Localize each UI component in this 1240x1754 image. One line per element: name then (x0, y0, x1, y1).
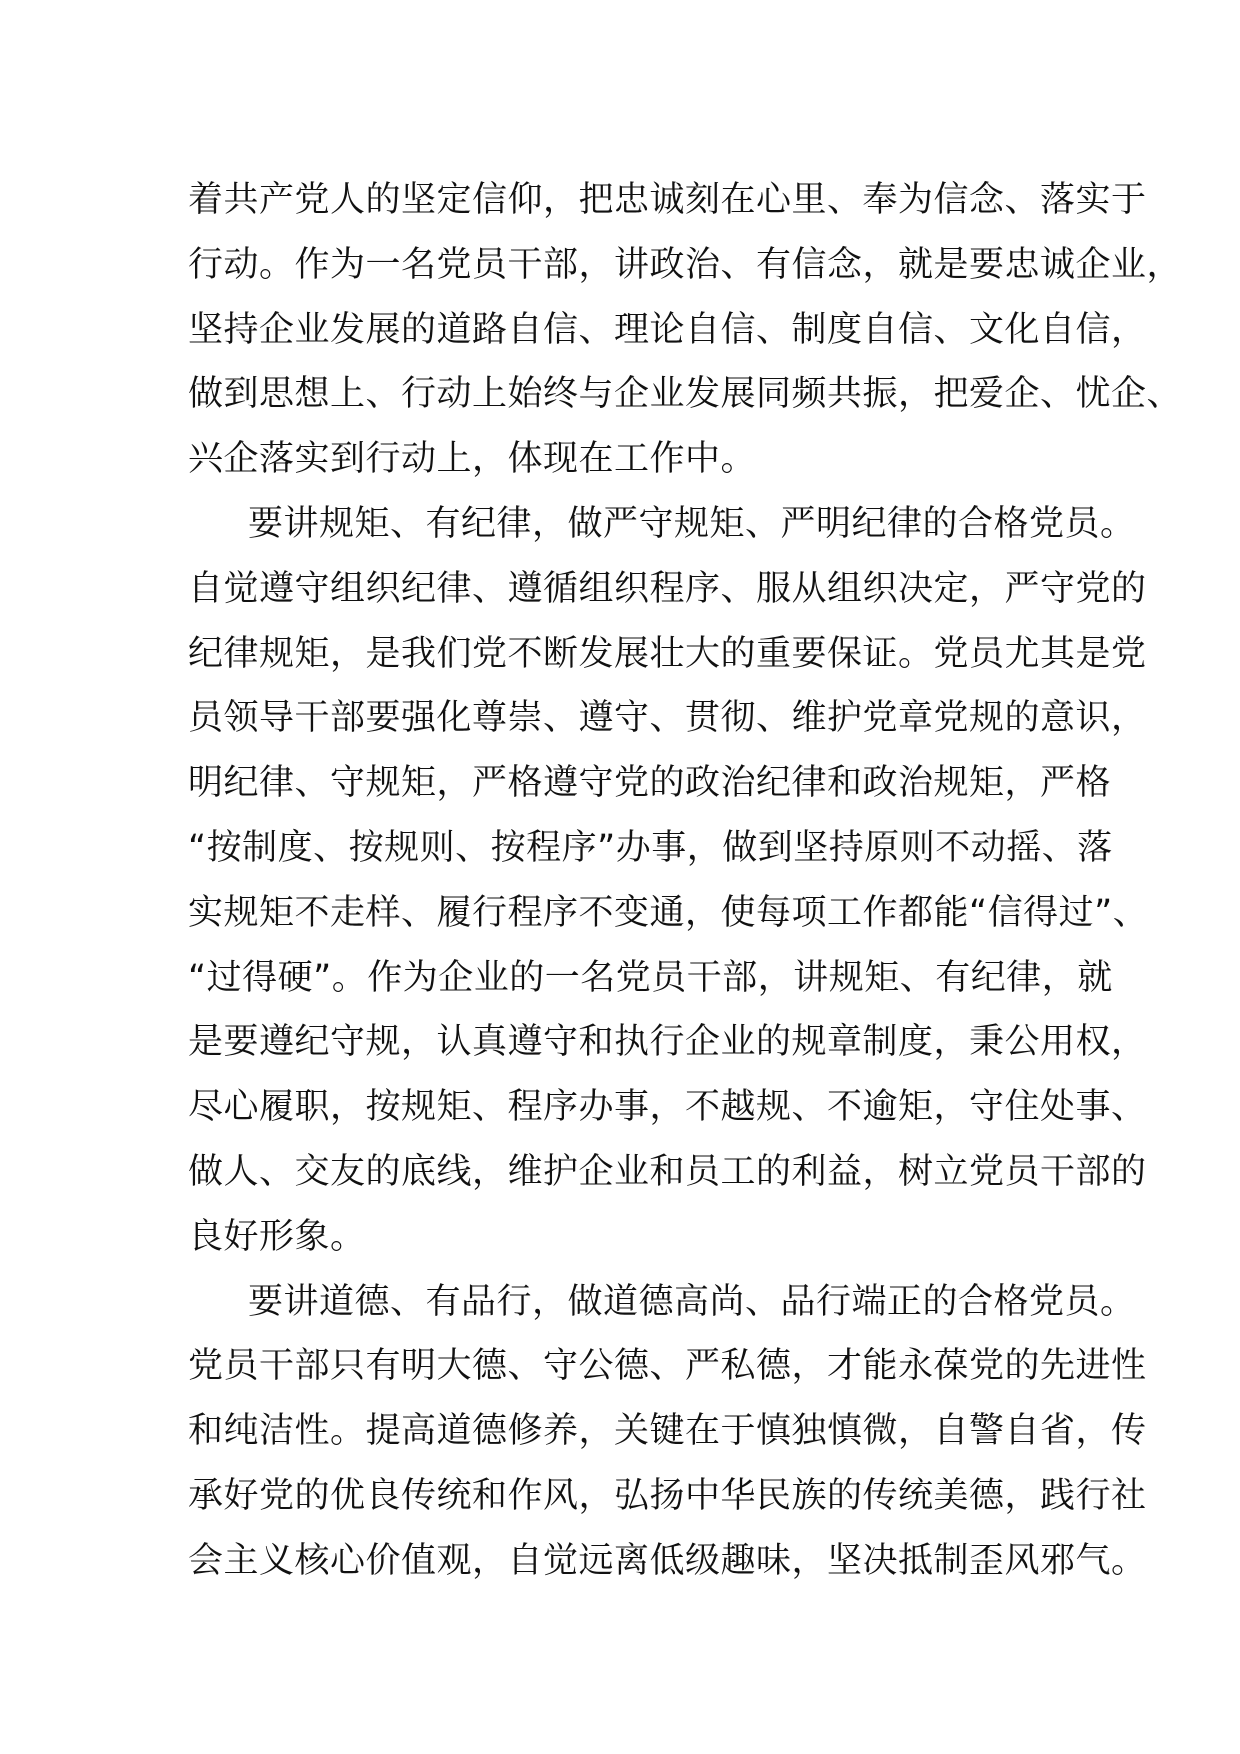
paragraph-heading-line: 要讲规矩、有纪律，做严守规矩、严明纪律的合格党员。 (248, 503, 1136, 544)
text-line: 和纯洁性。提高道德修养，关键在于慎独慎微，自警自省，传 (188, 1411, 1147, 1452)
text-line: 承好党的优良传统和作风，弘扬中华民族的传统美德，践行社 (188, 1475, 1147, 1516)
text-line: 员领导干部要强化尊崇、遵守、贯彻、维护党章党规的意识， (188, 698, 1147, 739)
text-line: 是要遵纪守规，认真遵守和执行企业的规章制度，秉公用权， (188, 1022, 1147, 1063)
text-line: 着共产党人的坚定信仰，把忠诚刻在心里、奉为信念、落实于 (188, 180, 1147, 220)
text-line: 做人、交友的底线，维护企业和员工的利益，树立党员干部的 (188, 1151, 1147, 1192)
text-line: 自觉遵守组织纪律、遵循组织程序、服从组织决定，严守党的 (188, 568, 1147, 609)
text-line: 党员干部只有明大德、守公德、严私德，才能永葆党的先进性 (188, 1346, 1147, 1387)
text-line: 会主义核心价值观，自觉远离低级趣味，坚决抵制歪风邪气。 (188, 1540, 1147, 1581)
text-line: 实规矩不走样、履行程序不变通，使每项工作都能“信得过”、 (188, 892, 1149, 933)
text-line: 做到思想上、行动上始终与企业发展同频共振，把爱企、忧企、 (188, 374, 1183, 415)
text-line: 明纪律、守规矩，严格遵守党的政治纪律和政治规矩，严格 (188, 763, 1112, 804)
text-line: 良好形象。 (188, 1216, 366, 1257)
text-line: “按制度、按规则、按程序”办事，做到坚持原则不动摇、落 (188, 827, 1113, 868)
text-line: 纪律规矩，是我们党不断发展壮大的重要保证。党员尤其是党 (188, 633, 1147, 674)
body-text (188, 168, 1183, 1594)
text-line: 兴企落实到行动上，体现在工作中。 (188, 439, 757, 480)
text-line: 行动。作为一名党员干部，讲政治、有信念，就是要忠诚企业， (188, 244, 1183, 285)
text-line: “过得硬”。作为企业的一名党员干部，讲规矩、有纪律，就 (188, 957, 1113, 998)
text-line: 尽心履职，按规矩、程序办事，不越规、不逾矩，守住处事、 (188, 1087, 1147, 1128)
text-line: 坚持企业发展的道路自信、理论自信、制度自信、文化自信， (188, 309, 1147, 350)
paragraph-heading-line: 要讲道德、有品行，做道德高尚、品行端正的合格党员。 (248, 1281, 1136, 1322)
